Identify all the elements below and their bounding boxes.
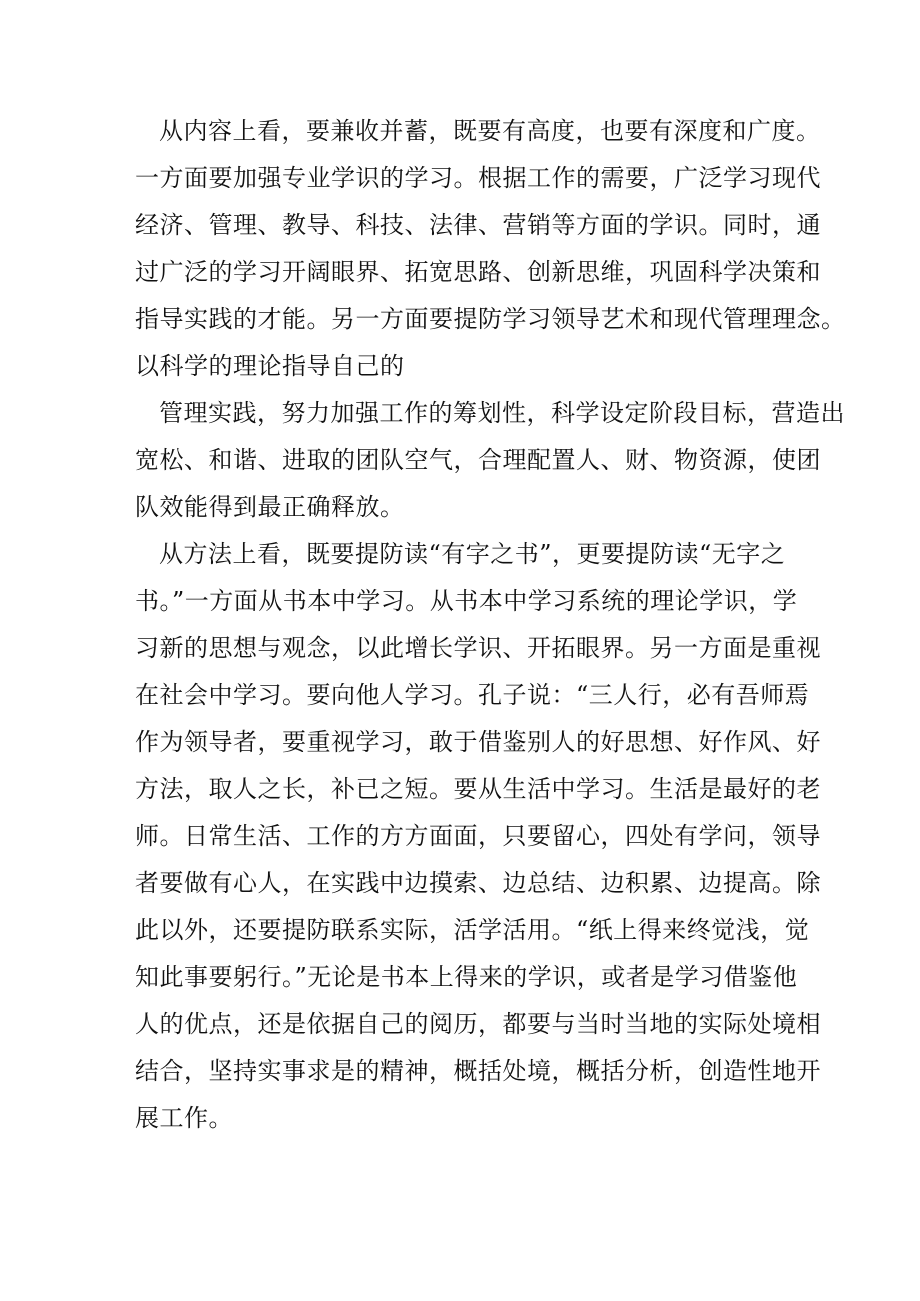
text-line: 作为领导者，要重视学习，敢于借鉴别人的好思想、好作风、好 <box>135 728 821 756</box>
text-line: 在社会中学习。要向他人学习。孔子说：“三人行，必有吾师焉 <box>135 681 810 709</box>
text-line: 方法，取人之长，补已之短。要从生活中学习。生活是最好的老 <box>135 775 821 803</box>
text-line: 结合，坚持实事求是的精神，概括处境，概括分析，创造性地开 <box>135 1057 821 1085</box>
text-line: 此以外，还要提防联系实际，活学活用。“纸上得来终觉浅，觉 <box>135 916 810 944</box>
text-line: 队效能得到最正确释放。 <box>135 493 405 521</box>
text-line: 过广泛的学习开阔眼界、拓宽思路、创新思维，巩固科学决策和 <box>135 258 821 286</box>
text-line: 书。”一方面从书本中学习。从书本中学习系统的理论学识，学 <box>135 587 798 615</box>
text-line: 展工作。 <box>135 1104 233 1132</box>
text-line: 习新的思想与观念，以此增长学识、开拓眼界。另一方面是重视 <box>135 634 821 662</box>
text-line: 者要做有心人，在实践中边摸索、边总结、边积累、边提高。除 <box>135 869 821 897</box>
text-line: 经济、管理、教导、科技、法律、营销等方面的学识。同时，通 <box>135 211 821 239</box>
text-line: 人的优点，还是依据自己的阅历，都要与当时当地的实际处境相 <box>135 1010 821 1038</box>
text-line: 指导实践的才能。另一方面要提防学习领导艺术和现代管理理念。 <box>135 305 846 333</box>
text-line: 一方面要加强专业学识的学习。根据工作的需要，广泛学习现代 <box>135 164 821 192</box>
text-line: 宽松、和谐、进取的团队空气，合理配置人、财、物资源，使团 <box>135 446 821 474</box>
text-line: 管理实践，努力加强工作的筹划性，科学设定阶段目标，营造出 <box>159 399 845 427</box>
document-body <box>135 108 846 1142</box>
text-line: 知此事要躬行。”无论是书本上得来的学识，或者是学习借鉴他 <box>135 963 798 991</box>
text-line: 以科学的理论指导自己的 <box>135 352 405 380</box>
text-line: 从方法上看，既要提防读“有字之书”，更要提防读“无字之 <box>159 540 786 568</box>
text-line: 从内容上看，要兼收并蓄，既要有高度，也要有深度和广度。 <box>159 117 821 145</box>
text-line: 师。日常生活、工作的方方面面，只要留心，四处有学问，领导 <box>135 822 821 850</box>
